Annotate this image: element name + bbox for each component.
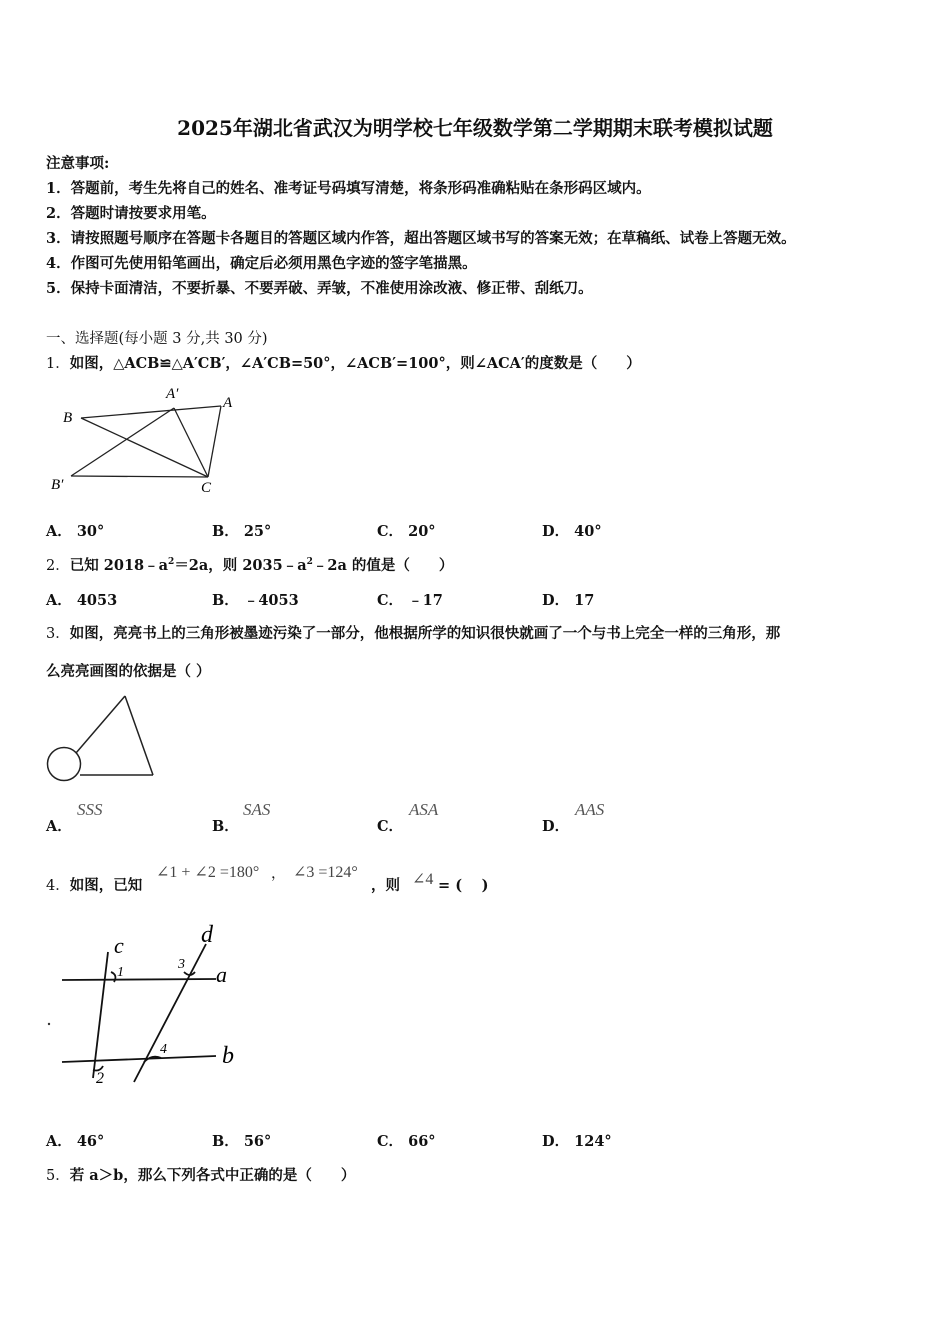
label-angle-3: 3 [178,957,185,972]
q2-option-d[interactable]: D． 17 [542,592,595,609]
question-number: 5． [46,1168,70,1184]
line-AC [208,406,221,477]
label-c: c [114,933,124,958]
line-A1C [174,408,208,477]
notice-item: 1．答题前，考生先将自己的姓名、准考证号码填写清楚，将条形码准确粘贴在条形码区域内。 [46,180,651,197]
q3-option-b[interactable]: B． [212,818,239,835]
notice-item: 2．答题时请按要求用笔。 [46,205,216,222]
angle-3-arc [184,972,195,975]
label-d: d [201,922,213,948]
triangle-side-right [125,696,153,775]
q2-option-a[interactable]: A． 4053 [46,592,118,609]
q4-blank: = ( ) [438,877,489,894]
notice-heading: 注意事项: [46,155,110,172]
page-title: 2025年湖北省武汉为明学校七年级数学第二学期期末联考模拟试题 [177,116,773,140]
section-heading: 一、选择题(每小题 3 分,共 30 分) [46,331,268,347]
label-B: B [63,410,73,426]
label-A: A [223,395,233,411]
label-a: a [216,962,227,987]
q4-option-a[interactable]: A． 46° [46,1133,105,1150]
question-number: 3． [46,626,70,642]
q4-parallel-lines-figure [44,920,254,1090]
question-number: 1． [46,356,70,372]
stray-dot [48,1023,50,1025]
q1-triangle-figure [46,380,246,500]
line-c [93,952,108,1078]
line-BA [81,406,221,418]
notice-item: 5．保持卡面清洁，不要折暴、不要弄破、弄皱，不准使用涂改液、修正带、刮纸刀。 [46,280,593,297]
ink-stain-circle [48,748,81,781]
question-3-line2: 么亮亮画图的依据是（ ） [46,663,211,680]
q2-option-c[interactable]: C． ﹣17 [377,592,443,609]
q1-option-c[interactable]: C． 20° [377,523,436,540]
q2-option-b[interactable]: B． ﹣4053 [212,592,299,609]
q4-option-c[interactable]: C． 66° [377,1133,436,1150]
notice-item: 3．请按照题号顺序在答题卡各题目的答题区域内作答，超出答题区域书写的答案无效；在草稿纸、试卷上答题无效。 [46,230,796,247]
line-b [62,1056,216,1062]
triangle-side-left [76,696,125,753]
label-B-prime: B′ [51,477,64,493]
notice-item: 4．作图可先使用铅笔画出，确定后必须用黑色字迹的签字笔描黑。 [46,255,477,272]
q3-option-d-text: AAS [575,800,605,819]
q3-option-d[interactable]: D． [542,818,570,835]
q1-option-a[interactable]: A． 30° [46,523,105,540]
q3-option-c[interactable]: C． [377,818,404,835]
q4-option-d[interactable]: D． 124° [542,1133,612,1150]
q3-option-a[interactable]: A． [46,818,72,835]
q3-option-c-text: ASA [409,800,439,819]
label-C: C [201,480,212,496]
label-angle-4: 4 [160,1042,167,1057]
question-text: 如图，△ACB≌△A′CB′，∠A′CB=50°，∠ACB′=100°，则∠ACA′的度数是（ ） [69,355,641,372]
q4-angle-4: ∠4 [412,871,434,888]
label-angle-1: 1 [117,965,124,980]
q3-stained-triangle-figure [44,690,164,790]
question-number: 4． [46,878,70,894]
question-2: 2．已知 $2018﹣a^2=2a$，则 $2035﹣a^2﹣2a$ 的值是（ ） [46,557,454,574]
label-A-prime: A′ [166,386,179,402]
q4-separator: ， [271,866,286,882]
label-angle-2: 2 [96,1070,104,1087]
q3-option-a-text: SSS [77,800,103,819]
question-5: 5．若 a＞b，那么下列各式中正确的是（ ） [46,1167,356,1184]
line-a [62,979,216,980]
q1-option-d[interactable]: D． 40° [542,523,602,540]
line-A1B1 [71,408,174,476]
question-3: 3．如图，亮亮书上的三角形被墨迹污染了一部分，他根据所学的知识很快就画了一个与书上完全一样的三角形，那 [46,625,781,642]
question-4: 4．如图，已知 [46,877,143,894]
q4-option-b[interactable]: B． 56° [212,1133,272,1150]
label-b: b [222,1043,234,1069]
q4-angle-sum: ∠1 + ∠2 =180° [156,864,260,881]
q1-option-b[interactable]: B． 25° [212,523,272,540]
q4-angle-3: ∠3 =124° [293,864,358,881]
question-number: 2． [46,558,70,574]
q3-option-b-text: SAS [243,800,271,819]
q4-then: ，则 [371,877,400,894]
question-1 [46,352,641,373]
line-B1C [71,476,208,477]
